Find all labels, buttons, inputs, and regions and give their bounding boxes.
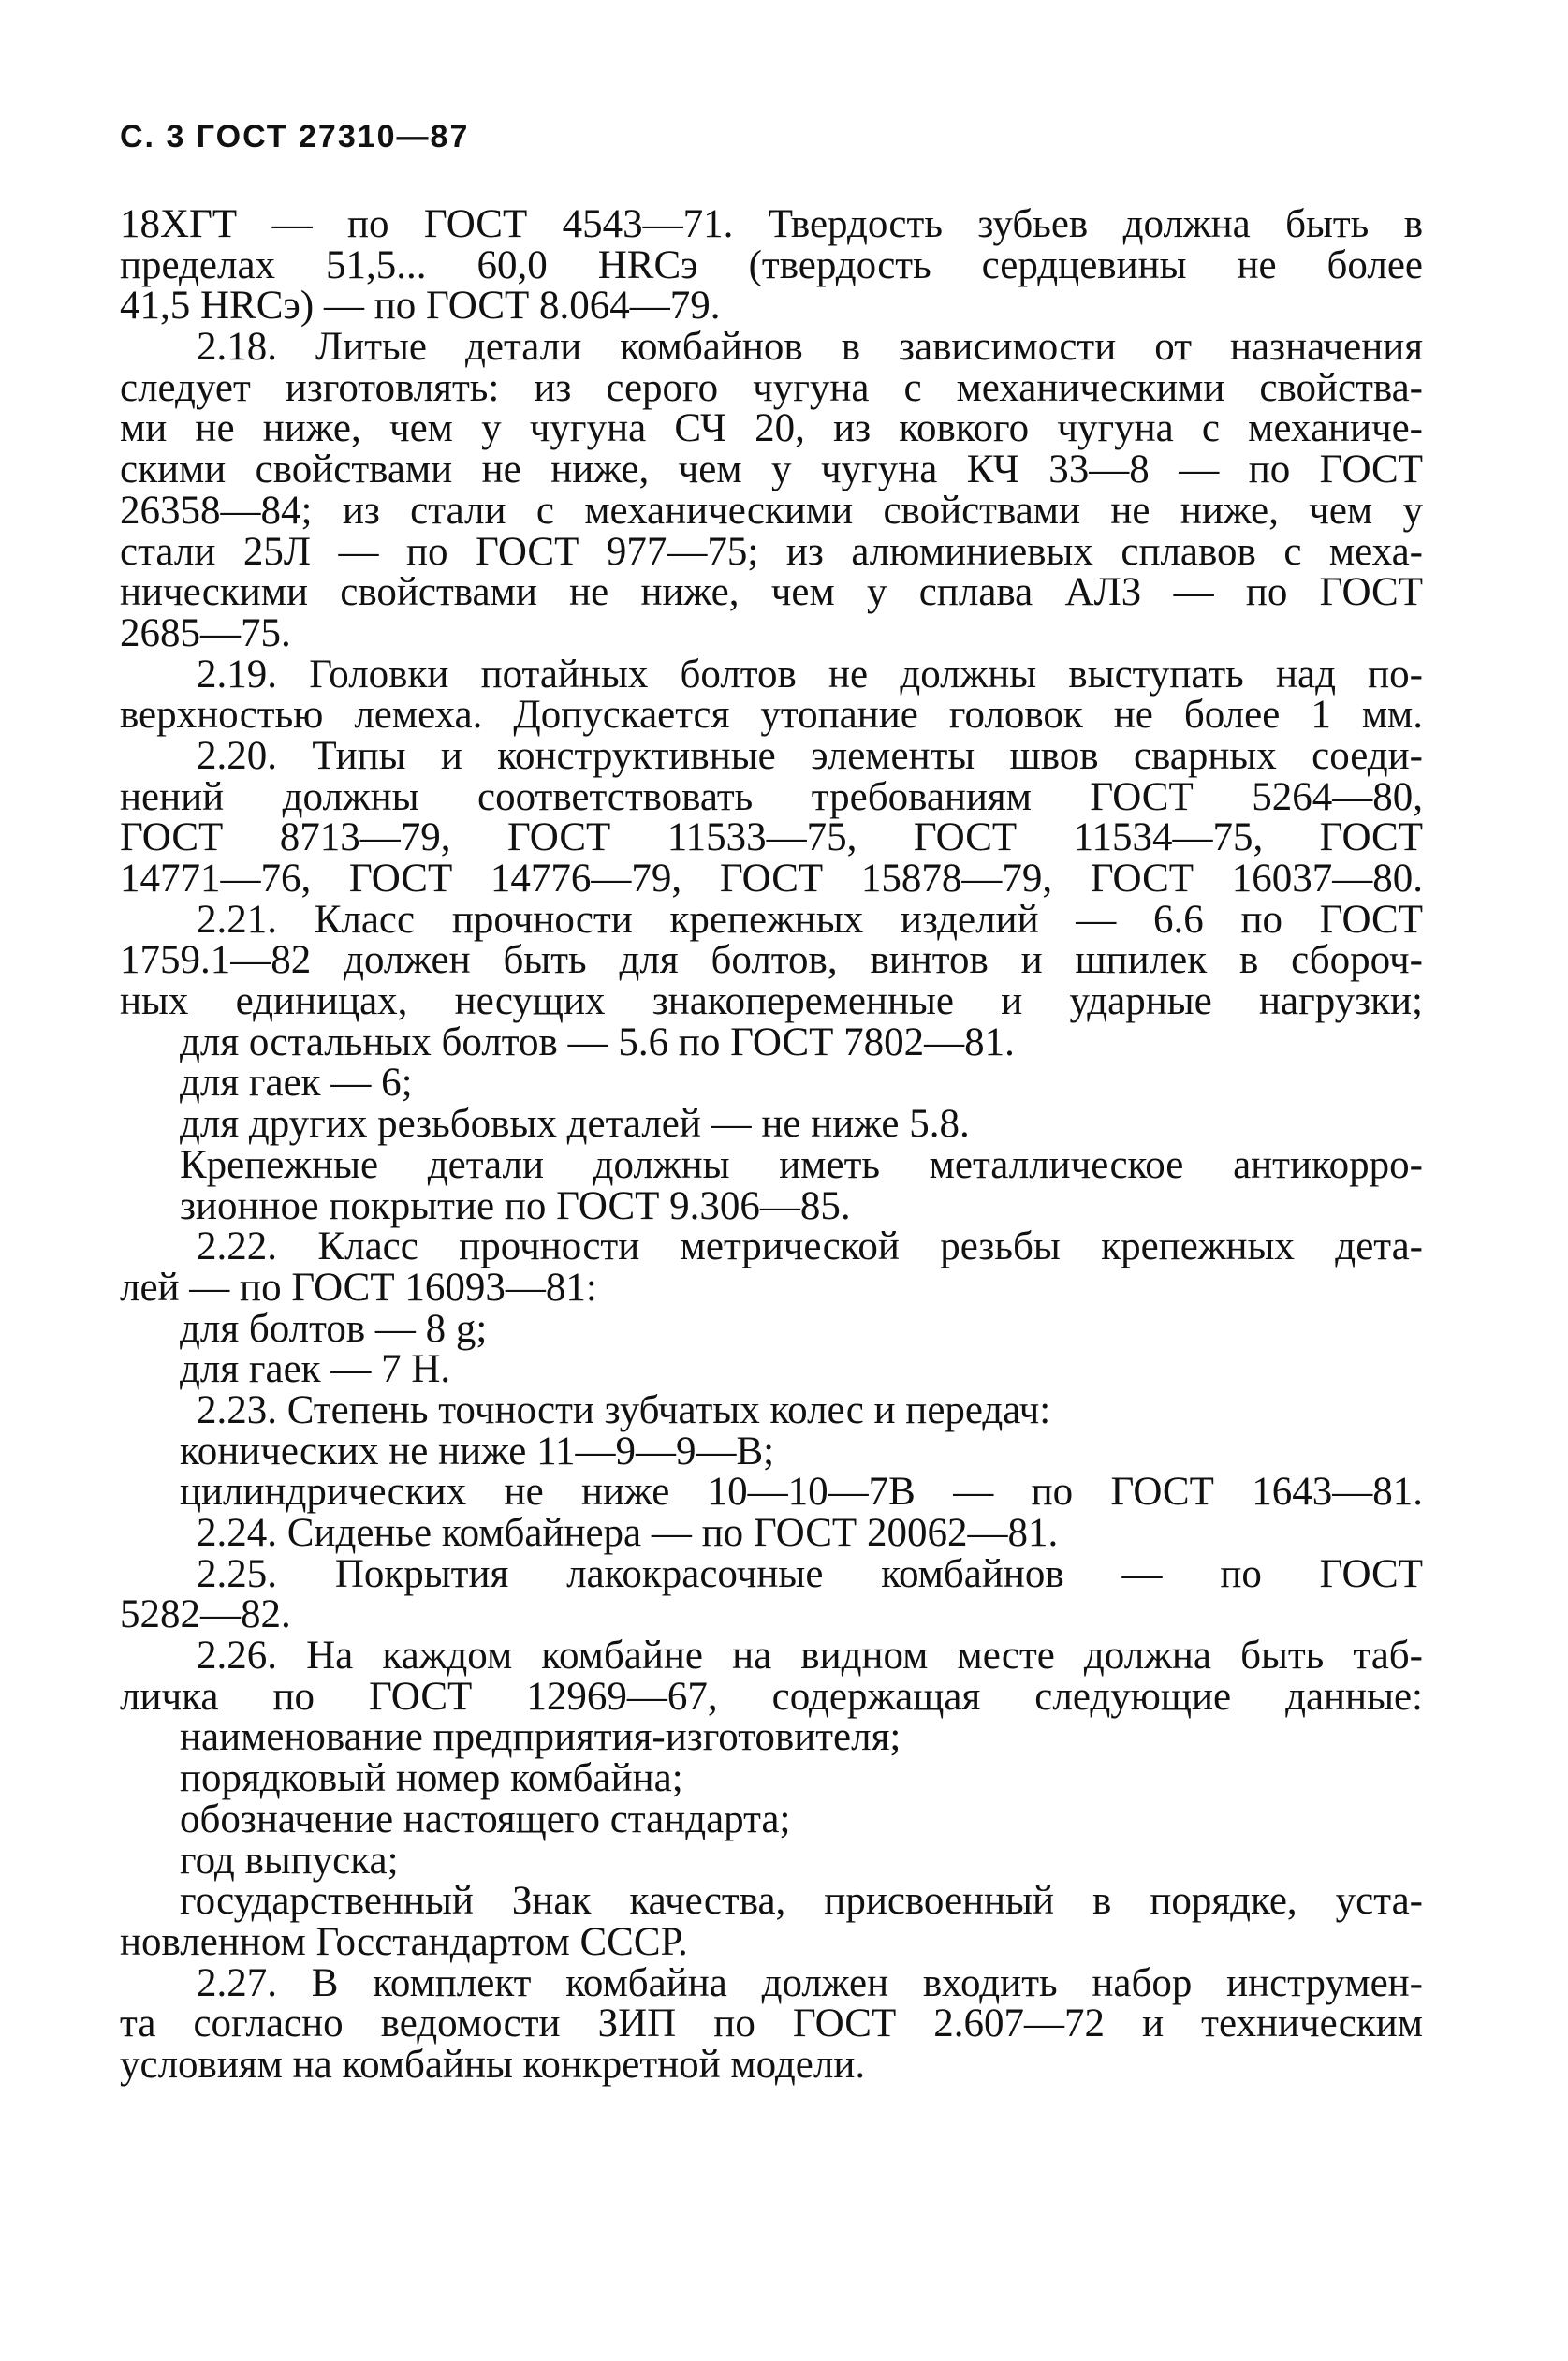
- text-line: 2.20. Типы и конструктивные элементы швов сварных соеди-: [197, 733, 1423, 778]
- text-line: 2.18. Литые детали комбайнов в зависимости от назначения: [197, 325, 1423, 370]
- text-line: ГОСТ 8713—79, ГОСТ 11533—75, ГОСТ 11534—75, ГОСТ: [120, 815, 1423, 860]
- text-line: порядковый номер комбайна;: [180, 1756, 683, 1801]
- text-line: личка по ГОСТ 12969—67, содержащая следующие данные:: [120, 1674, 1423, 1719]
- running-header: С. 3 ГОСТ 27310—87: [120, 119, 470, 154]
- text-line: для болтов — 8 g;: [180, 1306, 488, 1351]
- text-line: 2.19. Головки потайных болтов не должны выступать над по-: [197, 652, 1423, 697]
- text-line: зионное покрытие по ГОСТ 9.306—85.: [180, 1183, 851, 1228]
- text-line: нений должны соответствовать требованиям ГОСТ 5264—80,: [120, 774, 1423, 819]
- text-line: год выпуска;: [180, 1838, 399, 1883]
- text-line: 2685—75.: [120, 610, 291, 655]
- text-line: ническими свойствами не ниже, чем у сплава АЛЗ — по ГОСТ: [120, 570, 1423, 615]
- text-line: пределах 51,5... 60,0 HRCэ (твердость сердцевины не более: [120, 242, 1423, 287]
- text-line: ми не ниже, чем у чугуна СЧ 20, из ковкого чугуна с механиче-: [120, 406, 1423, 451]
- text-line: лей — по ГОСТ 16093—81:: [120, 1265, 597, 1310]
- text-line: Крепежные детали должны иметь металлическое антикорро-: [180, 1142, 1423, 1187]
- text-line: следует изготовлять: из серого чугуна с механическими свойства-: [120, 365, 1423, 410]
- text-line: для остальных болтов — 5.6 по ГОСТ 7802—81.: [180, 1019, 1015, 1064]
- text-line: новленном Госстандартом СССР.: [120, 1919, 688, 1964]
- text-line: 5282—82.: [120, 1592, 291, 1637]
- text-line: стали 25Л — по ГОСТ 977—75; из алюминиевых сплавов с меха-: [120, 529, 1423, 574]
- text-line: конических не ниже 11—9—9—В;: [180, 1429, 775, 1474]
- text-line: 2.22. Класс прочности метрической резьбы крепежных дета-: [197, 1224, 1423, 1269]
- text-line: скими свойствами не ниже, чем у чугуна КЧ 33—8 — по ГОСТ: [120, 447, 1423, 492]
- text-line: та согласно ведомости ЗИП по ГОСТ 2.607—72 и техническим: [120, 2002, 1423, 2046]
- text-line: 41,5 HRCэ) — по ГОСТ 8.064—79.: [120, 284, 721, 329]
- text-line: 18ХГТ — по ГОСТ 4543—71. Твердость зубьев должна быть в: [120, 202, 1423, 246]
- text-line: для гаек — 7 Н.: [180, 1347, 451, 1392]
- text-line: обозначение настоящего стандарта;: [180, 1796, 791, 1841]
- text-line: для гаек — 6;: [180, 1061, 413, 1106]
- text-line: 2.21. Класс прочности крепежных изделий — 6.6 по ГОСТ: [197, 897, 1423, 942]
- text-line: 14771—76, ГОСТ 14776—79, ГОСТ 15878—79, ГОСТ 16037—80.: [120, 857, 1423, 901]
- text-line: 1759.1—82 должен быть для болтов, винтов и шпилек в сбороч-: [120, 938, 1423, 983]
- text-line: 26358—84; из стали с механическими свойствами не ниже, чем у: [120, 488, 1423, 533]
- text-line: наименование предприятия-изготовителя;: [180, 1715, 901, 1760]
- text-line: 2.24. Сиденье комбайнера — по ГОСТ 20062—81.: [197, 1511, 1059, 1555]
- body-text: [120, 204, 1423, 2086]
- text-line: 2.26. На каждом комбайне на видном месте должна быть таб-: [197, 1634, 1423, 1679]
- text-line: 2.25. Покрытия лакокрасочные комбайнов — по ГОСТ: [197, 1551, 1423, 1596]
- text-line: верхностью лемеха. Допускается утопание головок не более 1 мм.: [120, 693, 1423, 738]
- text-line: для других резьбовых деталей — не ниже 5.8.: [180, 1102, 970, 1147]
- text-line: 2.23. Степень точности зубчатых колес и передач:: [197, 1387, 1051, 1432]
- text-line: ных единицах, несущих знакопеременные и ударные нагрузки;: [120, 979, 1423, 1024]
- text-line: государственный Знак качества, присвоенный в порядке, уста-: [180, 1879, 1423, 1924]
- text-line: цилиндрических не ниже 10—10—7В — по ГОСТ 1643—81.: [180, 1470, 1423, 1515]
- text-line: условиям на комбайны конкретной модели.: [120, 2042, 866, 2087]
- text-line: 2.27. В комплект комбайна должен входить набор инструмен-: [197, 1960, 1423, 2005]
